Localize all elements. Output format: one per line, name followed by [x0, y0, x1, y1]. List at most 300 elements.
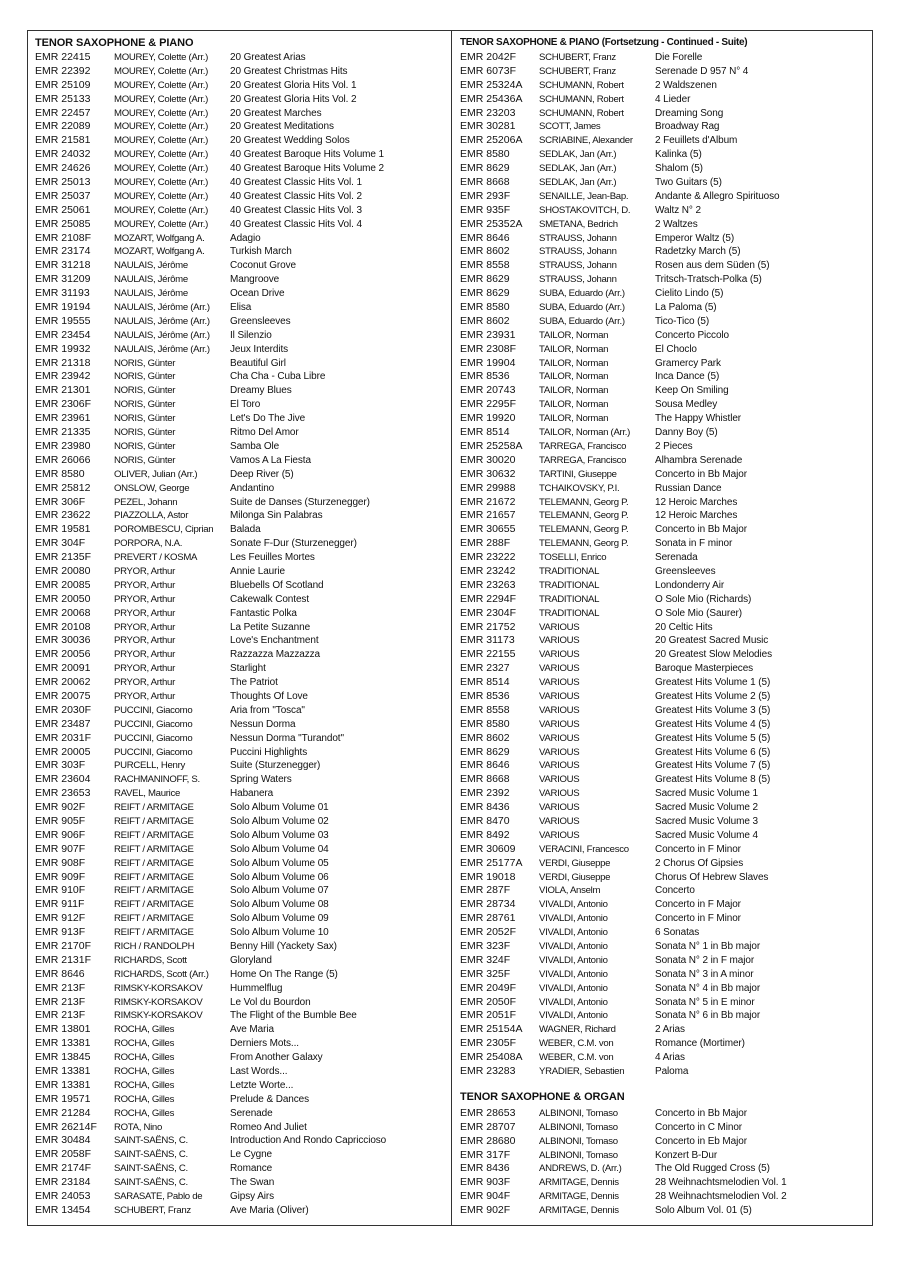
title: 28 Weihnachtsmelodien Vol. 2: [655, 1191, 787, 1203]
composer: SUBA, Eduardo (Arr.): [539, 315, 625, 327]
title: Greatest Hits Volume 7 (5): [655, 760, 771, 772]
composer: ANDREWS, D. (Arr.): [539, 1163, 622, 1175]
title: Ave Maria: [230, 1024, 274, 1036]
title: Sonata in F minor: [655, 538, 733, 550]
title: Mangroove: [230, 274, 280, 286]
title: Waltz N° 2: [655, 204, 701, 216]
title: Sacred Music Volume 1: [655, 788, 758, 800]
catalog-row: [35, 607, 445, 621]
catalog-row: [460, 746, 870, 760]
catalog-number: EMR 2031F: [35, 731, 92, 744]
title: Prelude & Dances: [230, 1093, 310, 1105]
catalog-row: [460, 634, 870, 648]
catalog-number: EMR 8668: [460, 176, 510, 189]
composer: NAULAIS, Jérôme (Arr.): [114, 343, 210, 355]
title: Concerto in Bb Major: [655, 468, 747, 480]
composer: REIFT / ARMITAGE: [114, 913, 194, 925]
composer: PRYOR, Arthur: [114, 663, 175, 675]
title: Rosen aus dem Süden (5): [655, 260, 770, 272]
catalog-number: EMR 13381: [35, 1037, 91, 1050]
catalog-row: [35, 65, 445, 79]
title: Love's Enchantment: [230, 635, 319, 647]
title: Gramercy Park: [655, 357, 721, 369]
composer: TAILOR, Norman: [539, 329, 609, 341]
title: Concerto in Eb Major: [655, 1135, 747, 1147]
catalog-number: EMR 8436: [460, 1162, 510, 1175]
catalog-row: [460, 454, 870, 468]
catalog-row: [460, 120, 870, 134]
title: 2 Pieces: [655, 440, 693, 452]
title: Suite de Danses (Sturzenegger): [230, 496, 370, 508]
title: Concerto in F Minor: [655, 913, 741, 925]
composer: PUCCINI, Giacomo: [114, 704, 193, 716]
catalog-row: [460, 232, 870, 246]
title: Sacred Music Volume 2: [655, 802, 758, 814]
composer: REIFT / ARMITAGE: [114, 899, 194, 911]
catalog-number: EMR 20062: [35, 676, 91, 689]
composer: VARIOUS: [539, 663, 580, 675]
catalog-number: EMR 21335: [35, 426, 91, 439]
composer: REIFT / ARMITAGE: [114, 871, 194, 883]
composer: NORIS, Günter: [114, 413, 176, 425]
title: Die Forelle: [655, 52, 703, 63]
composer: TAILOR, Norman: [539, 399, 609, 411]
title: Starlight: [230, 663, 266, 675]
catalog-row: [35, 551, 445, 565]
composer: VERDI, Giuseppe: [539, 857, 611, 869]
title: Milonga Sin Palabras: [230, 510, 323, 522]
catalog-number: EMR 22392: [35, 64, 91, 77]
catalog-number: EMR 13845: [35, 1051, 91, 1064]
title: Sonata N° 4 in Bb major: [655, 982, 761, 994]
catalog-row: [460, 857, 870, 871]
catalog-row: [460, 496, 870, 510]
title: Tico-Tico (5): [655, 315, 710, 327]
title: Vamos A La Fiesta: [230, 454, 311, 466]
composer: REIFT / ARMITAGE: [114, 843, 194, 855]
catalog-row: [35, 51, 445, 65]
catalog-row: [35, 315, 445, 329]
title: Greensleeves: [655, 565, 716, 577]
composer: TAILOR, Norman: [539, 343, 609, 355]
catalog-row: [460, 954, 870, 968]
catalog-number: EMR 323F: [460, 940, 511, 952]
catalog-number: EMR 20085: [35, 578, 91, 591]
catalog-row: [460, 843, 870, 857]
composer: MOUREY, Colette (Arr.): [114, 149, 208, 161]
catalog-number: EMR 28653: [460, 1106, 516, 1119]
catalog-number: EMR 24032: [35, 148, 91, 161]
composer: SAINT-SAËNS, C.: [114, 1177, 188, 1189]
catalog-row: [460, 662, 870, 676]
catalog-number: EMR 935F: [460, 203, 511, 216]
catalog-number: EMR 23454: [35, 328, 91, 341]
catalog-row: [460, 384, 870, 398]
title: Ave Maria (Oliver): [230, 1204, 309, 1216]
catalog-number: EMR 2327: [460, 662, 510, 675]
catalog-number: EMR 20091: [35, 662, 91, 675]
catalog-number: EMR 20068: [35, 606, 91, 619]
composer: POROMBESCU, Ciprian: [114, 524, 214, 536]
title: 40 Greatest Classic Hits Vol. 3: [230, 204, 362, 216]
title: La Petite Suzanne: [230, 621, 311, 633]
catalog-number: EMR 2308F: [460, 342, 517, 355]
composer: NAULAIS, Jérôme: [114, 274, 188, 286]
composer: TARREGA, Francisco: [539, 440, 627, 452]
composer: SENAILLE, Jean-Bap.: [539, 190, 629, 202]
composer: PUCCINI, Giacomo: [114, 718, 193, 730]
catalog-number: EMR 23174: [35, 245, 91, 258]
composer: RIMSKY-KORSAKOV: [114, 982, 203, 994]
title: Jeux Interdits: [230, 343, 289, 355]
title: Solo Album Volume 09: [230, 913, 329, 925]
catalog-number: EMR 25436A: [460, 92, 523, 105]
catalog-number: EMR 20050: [35, 592, 91, 605]
title: Letzte Worte...: [230, 1079, 294, 1091]
catalog-number: EMR 2304F: [460, 606, 517, 619]
catalog-row: [35, 120, 445, 134]
catalog-row: [460, 648, 870, 662]
catalog-number: EMR 21672: [460, 495, 516, 508]
catalog-number: EMR 8514: [460, 676, 510, 689]
title: Elisa: [230, 302, 252, 314]
title: Nessun Dorma: [230, 718, 296, 730]
catalog-row: [35, 926, 445, 940]
catalog-row: [35, 1204, 445, 1218]
title: Turkish March: [230, 246, 292, 258]
catalog-number: EMR 25812: [35, 481, 91, 494]
catalog-row: [35, 134, 445, 148]
composer: TELEMANN, Georg P.: [539, 538, 629, 550]
catalog-row: [460, 551, 870, 565]
composer: STRAUSS, Johann: [539, 232, 617, 244]
title: Paloma: [655, 1066, 689, 1078]
title: Radetzky March (5): [655, 246, 741, 258]
composer: MOUREY, Colette (Arr.): [114, 204, 208, 216]
composer: MOUREY, Colette (Arr.): [114, 177, 208, 189]
title: Greatest Hits Volume 3 (5): [655, 704, 771, 716]
composer: TAILOR, Norman: [539, 371, 609, 383]
composer: NAULAIS, Jérôme (Arr.): [114, 315, 210, 327]
composer: MOUREY, Colette (Arr.): [114, 121, 208, 133]
title: Kalinka (5): [655, 149, 702, 161]
composer: SCHUMANN, Robert: [539, 107, 624, 119]
catalog-number: EMR 23263: [460, 578, 516, 591]
catalog-number: EMR 325F: [460, 967, 511, 980]
composer: VIVALDI, Antonio: [539, 899, 608, 911]
title: Konzert B-Dur: [655, 1149, 718, 1161]
composer: REIFT / ARMITAGE: [114, 857, 194, 869]
composer: NORIS, Günter: [114, 385, 176, 397]
composer: SCHUMANN, Robert: [539, 93, 624, 105]
composer: VARIOUS: [539, 635, 580, 647]
catalog-number: EMR 2108F: [35, 231, 92, 244]
catalog-row: [460, 829, 870, 843]
composer: VIVALDI, Antonio: [539, 1010, 608, 1022]
title: Keep On Smiling: [655, 385, 729, 397]
title: Danny Boy (5): [655, 427, 718, 439]
catalog-number: EMR 8536: [460, 689, 510, 702]
composer: TCHAIKOVSKY, P.I.: [539, 482, 620, 494]
title: Broadway Rag: [655, 121, 720, 133]
catalog-number: EMR 21752: [460, 620, 516, 633]
title: Solo Album Volume 10: [230, 927, 329, 939]
title: Concerto Piccolo: [655, 329, 729, 341]
composer: PUCCINI, Giacomo: [114, 746, 193, 758]
catalog-row: [35, 426, 445, 440]
title: 28 Weihnachtsmelodien Vol. 1: [655, 1177, 787, 1189]
composer: VERDI, Giuseppe: [539, 871, 611, 883]
composer: PRYOR, Arthur: [114, 621, 175, 633]
title: The Happy Whistler: [655, 413, 742, 425]
catalog-row: [35, 287, 445, 301]
composer: SCRIABINE, Alexander: [539, 135, 633, 147]
catalog-row: [460, 134, 870, 148]
composer: SCHUBERT, Franz: [114, 1204, 191, 1216]
title: Cha Cha - Cuba Libre: [230, 371, 326, 383]
catalog-number: EMR 8580: [35, 467, 85, 480]
composer: MOUREY, Colette (Arr.): [114, 79, 208, 91]
catalog-number: EMR 306F: [35, 495, 86, 508]
composer: PRYOR, Arthur: [114, 579, 175, 591]
catalog-row: [460, 690, 870, 704]
catalog-number: EMR 2305F: [460, 1037, 517, 1050]
catalog-row: [460, 1190, 870, 1204]
catalog-number: EMR 25085: [35, 217, 91, 230]
title: Puccini Highlights: [230, 746, 308, 758]
catalog-row: [35, 1107, 445, 1121]
catalog-number: EMR 25352A: [460, 217, 523, 230]
title: 2 Waldszenen: [655, 79, 717, 91]
catalog-row: [35, 370, 445, 384]
catalog-list: [460, 1107, 870, 1218]
catalog-number: EMR 25013: [35, 176, 91, 189]
catalog-number: EMR 25177A: [460, 856, 523, 869]
title: From Another Galaxy: [230, 1052, 323, 1064]
title: Nessun Dorma "Turandot": [230, 732, 344, 744]
catalog-row: [35, 648, 445, 662]
catalog-row: [35, 898, 445, 912]
catalog-row: [460, 315, 870, 329]
catalog-number: EMR 22155: [460, 648, 516, 661]
catalog-number: EMR 2050F: [460, 995, 517, 1008]
title: Andante & Allegro Spirituoso: [655, 190, 780, 202]
catalog-row: [35, 662, 445, 676]
catalog-row: [35, 815, 445, 829]
catalog-number: EMR 25408A: [460, 1051, 523, 1064]
title: Romeo And Juliet: [230, 1121, 307, 1133]
catalog-row: [35, 801, 445, 815]
catalog-number: EMR 8536: [460, 370, 510, 383]
title: Sonata N° 1 in Bb major: [655, 941, 761, 952]
catalog-number: EMR 8629: [460, 745, 510, 758]
composer: REIFT / ARMITAGE: [114, 815, 194, 827]
catalog-row: [460, 898, 870, 912]
catalog-row: [460, 1121, 870, 1135]
catalog-row: [35, 857, 445, 871]
title: Greatest Hits Volume 6 (5): [655, 746, 771, 758]
catalog-row: [460, 968, 870, 982]
catalog-row: [460, 204, 870, 218]
composer: MOUREY, Colette (Arr.): [114, 190, 208, 202]
catalog-row: [460, 759, 870, 773]
title: Solo Album Volume 06: [230, 871, 329, 883]
composer: SMETANA, Bedrich: [539, 218, 618, 230]
catalog-row: [460, 593, 870, 607]
catalog-number: EMR 2030F: [35, 703, 92, 716]
catalog-row: [35, 593, 445, 607]
catalog-number: EMR 8514: [460, 426, 510, 439]
catalog-number: EMR 906F: [35, 828, 86, 841]
composer: VARIOUS: [539, 690, 580, 702]
composer: NAULAIS, Jérôme: [114, 288, 188, 300]
title: Two Guitars (5): [655, 177, 722, 189]
catalog-number: EMR 28734: [460, 898, 516, 911]
catalog-row: [460, 259, 870, 273]
catalog-number: EMR 19571: [35, 1092, 91, 1105]
catalog-row: [35, 190, 445, 204]
catalog-number: EMR 19904: [460, 356, 516, 369]
title: Tritsch-Tratsch-Polka (5): [655, 274, 762, 286]
composer: OLIVER, Julian (Arr.): [114, 468, 198, 480]
composer: PRYOR, Arthur: [114, 607, 175, 619]
catalog-row: [35, 1162, 445, 1176]
catalog-row: [460, 1204, 870, 1218]
catalog-number: EMR 25133: [35, 92, 91, 105]
title: Aria from "Tosca": [230, 704, 305, 716]
catalog-number: EMR 913F: [35, 926, 86, 939]
title: Gloryland: [230, 954, 272, 966]
catalog-row: [460, 370, 870, 384]
catalog-row: [35, 259, 445, 273]
title: El Choclo: [655, 343, 697, 355]
composer: SEDLAK, Jan (Arr.): [539, 177, 617, 189]
catalog-row: [35, 759, 445, 773]
catalog-row: [460, 357, 870, 371]
catalog-row: [35, 1009, 445, 1023]
catalog-number: EMR 28761: [460, 912, 516, 925]
catalog-number: EMR 13381: [35, 1078, 91, 1091]
composer: VARIOUS: [539, 677, 580, 689]
title: Adagio: [230, 232, 261, 244]
catalog-number: EMR 8646: [35, 967, 85, 980]
title: Samba Ole: [230, 440, 280, 452]
catalog-number: EMR 23283: [460, 1065, 516, 1078]
catalog-number: EMR 905F: [35, 814, 86, 827]
catalog-row: [35, 329, 445, 343]
title: Emperor Waltz (5): [655, 232, 735, 244]
catalog-number: EMR 8602: [460, 731, 510, 744]
catalog-row: [35, 746, 445, 760]
catalog-number: EMR 213F: [35, 981, 86, 994]
catalog-number: EMR 30484: [35, 1134, 91, 1147]
catalog-row: [460, 732, 870, 746]
composer: MOUREY, Colette (Arr.): [114, 93, 208, 105]
title: Derniers Mots...: [230, 1038, 299, 1050]
catalog-number: EMR 23203: [460, 106, 516, 119]
composer: NORIS, Günter: [114, 454, 176, 466]
composer: SCHUBERT, Franz: [539, 65, 616, 77]
catalog-number: EMR 324F: [460, 953, 511, 966]
catalog-row: [35, 676, 445, 690]
title: Last Words...: [230, 1066, 288, 1078]
composer: VIVALDI, Antonio: [539, 913, 608, 925]
composer: PUCCINI, Giacomo: [114, 732, 193, 744]
catalog-row: [460, 1162, 870, 1176]
composer: RICHARDS, Scott (Arr.): [114, 968, 209, 980]
catalog-row: [460, 162, 870, 176]
title: Coconut Grove: [230, 260, 296, 272]
title: 4 Lieder: [655, 93, 691, 105]
catalog-number: EMR 19194: [35, 301, 91, 314]
composer: VIVALDI, Antonio: [539, 927, 608, 939]
catalog-row: [35, 704, 445, 718]
catalog-number: EMR 21301: [35, 384, 91, 397]
composer: TRADITIONAL: [539, 607, 600, 619]
catalog-number: EMR 31209: [35, 273, 91, 286]
composer: NORIS, Günter: [114, 371, 176, 383]
composer: REIFT / ARMITAGE: [114, 802, 194, 814]
catalog-number: EMR 30020: [460, 453, 516, 466]
catalog-number: EMR 25154A: [460, 1023, 523, 1036]
composer: WAGNER, Richard: [539, 1024, 616, 1036]
catalog-row: [35, 773, 445, 787]
catalog-row: [35, 1121, 445, 1135]
catalog-row: [35, 204, 445, 218]
catalog-number: EMR 8629: [460, 287, 510, 300]
catalog-row: [35, 1093, 445, 1107]
catalog-row: [460, 287, 870, 301]
composer: MOUREY, Colette (Arr.): [114, 135, 208, 147]
composer: ALBINONI, Tomaso: [539, 1149, 618, 1161]
catalog-number: EMR 2135F: [35, 551, 92, 564]
title: Let's Do The Jive: [230, 413, 306, 425]
catalog-row: [460, 190, 870, 204]
composer: PIAZZOLLA, Astor: [114, 510, 189, 522]
title: Hummelflug: [230, 982, 283, 994]
catalog-row: [35, 1148, 445, 1162]
composer: SCOTT, James: [539, 121, 601, 133]
catalog-row: [460, 79, 870, 93]
composer: PURCELL, Henry: [114, 760, 185, 772]
composer: WEBER, C.M. von: [539, 1052, 614, 1064]
catalog-row: [460, 440, 870, 454]
composer: VARIOUS: [539, 704, 580, 716]
title: Le Cygne: [230, 1149, 273, 1161]
title: 2 Feuillets d'Album: [655, 135, 738, 147]
catalog-number: EMR 23242: [460, 564, 516, 577]
title: Concerto in C Minor: [655, 1121, 743, 1133]
catalog-number: EMR 30281: [460, 120, 516, 133]
title: Sonata N° 3 in A minor: [655, 968, 754, 980]
composer: NORIS, Günter: [114, 427, 176, 439]
title: Solo Album Volume 05: [230, 857, 329, 869]
title: 6 Sonatas: [655, 927, 700, 939]
composer: PRYOR, Arthur: [114, 690, 175, 702]
composer: MOUREY, Colette (Arr.): [114, 218, 208, 230]
catalog-row: [35, 343, 445, 357]
composer: ALBINONI, Tomaso: [539, 1107, 618, 1119]
composer: SUBA, Eduardo (Arr.): [539, 302, 625, 314]
catalog-row: [460, 1149, 870, 1163]
title: Cielito Lindo (5): [655, 288, 724, 300]
composer: TRADITIONAL: [539, 593, 600, 605]
catalog-row: [35, 357, 445, 371]
catalog-row: [35, 1023, 445, 1037]
catalog-row: [35, 565, 445, 579]
title: Sacred Music Volume 3: [655, 815, 758, 827]
catalog-number: EMR 23980: [35, 439, 91, 452]
